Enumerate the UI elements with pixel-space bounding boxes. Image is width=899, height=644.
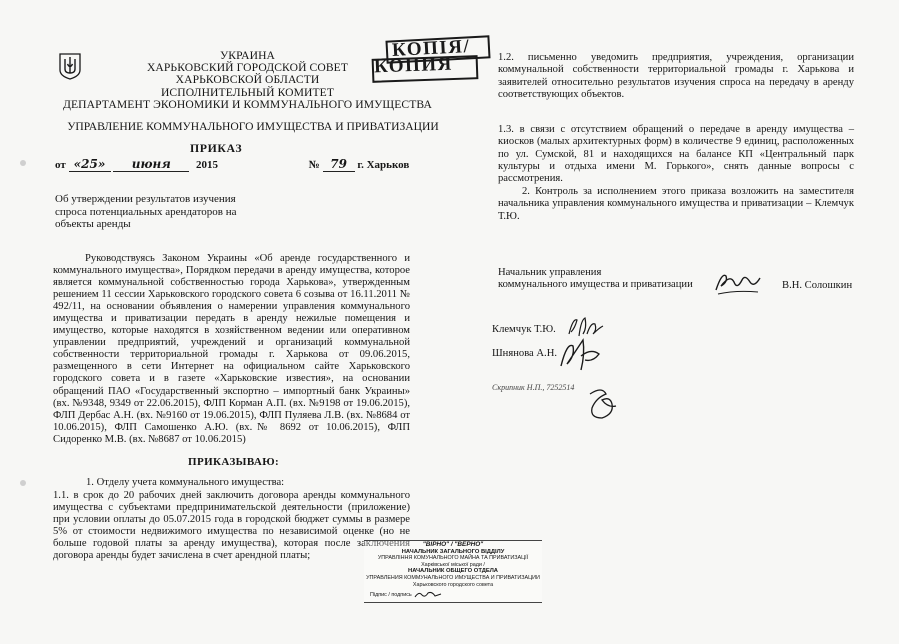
head-signature-title xyxy=(498,267,728,292)
certification-stamp xyxy=(364,540,542,603)
item-1-2: 1.2. письменно уведомить предприятия, учреждения, организации коммунальной собственности территориальной громады г. Харькова и заявителей относительно результатов изучения спроса на передачу в аренду соответствующих объектов. xyxy=(498,52,854,100)
order-number: 79 xyxy=(323,157,355,172)
executor-note: Скрипник Н.П., 7252514 xyxy=(492,383,575,392)
department-line: ДЕПАРТАМЕНТ ЭКОНОМИКИ И КОММУНАЛЬНОГО ИМУЩЕСТВА xyxy=(62,97,432,111)
item-1-3: 1.3. в связи с отсутствием обращений о передаче в аренду имущества – киосков (малых архитектурных форм) в количестве 9 единиц, расположенных по ул. Сумской, 81 и находящихся на балансе КП «Центральный парк культуры и отдыха имени М. Горького», снять данные вопросы с рассмотрения. xyxy=(498,124,854,185)
approver-2: Шнянова А.Н. xyxy=(492,348,558,359)
head-title-line1: Начальник управления xyxy=(498,267,602,278)
stamp-signature-line xyxy=(364,590,542,599)
stamp-line7: Харьковского городского совета xyxy=(412,581,494,588)
item-1-title: 1. Отделу учета коммунального имущества: xyxy=(86,477,285,488)
division-line: УПРАВЛЕНИЕ КОММУНАЛЬНОГО ИМУЩЕСТВА И ПРИВАТИЗАЦИИ xyxy=(67,120,439,133)
head-signature xyxy=(712,268,764,298)
stamp-line1: "ВІРНО" / "ВЕРНО" xyxy=(422,541,484,548)
stamp-line5: НАЧАЛЬНИК ОБЩЕГО ОТДЕЛА xyxy=(408,568,498,575)
date-day: «25» xyxy=(69,157,111,172)
copy-stamp-line2: КОПИЯ xyxy=(373,53,454,78)
stamp-line8: Підпис / подпись xyxy=(370,592,412,599)
approver-1: Клемчук Т.Ю. xyxy=(492,324,556,335)
executor-signature xyxy=(582,384,622,424)
date-month: июня xyxy=(113,157,189,172)
country-line: УКРАИНА xyxy=(219,49,276,62)
item-2 xyxy=(498,186,854,223)
city: г. Харьков xyxy=(357,159,410,171)
council-line: ХАРЬКОВСКИЙ ГОРОДСКОЙ СОВЕТ xyxy=(146,61,349,75)
item-1-1-text: 1.1. в срок до 20 рабочих дней заключить договора аренды коммунального имущества с субъектами предпринимательской деятельности (приложение) при условии оплаты до 05.07.2015 года в городской бюджет суммы в размере 5% от стоимости недвижимого имущества по независимой оценке (но не больше годовой платы за аренду имущества), которая после заключения договора аренды будет зачислена в счет арендной платы; xyxy=(53,490,410,562)
order-subject: Об утверждении результатов изучения спроса потенциальных арендаторов на объекты аренды xyxy=(55,193,237,231)
committee-line: ИСПОЛНИТЕЛЬНЫЙ КОМИТЕТ xyxy=(160,85,335,99)
date-from-label: от xyxy=(55,159,66,171)
region-line: ХАРЬКОВСКОЙ ОБЛАСТИ xyxy=(175,73,320,87)
binder-hole xyxy=(20,160,26,166)
number-label: № xyxy=(308,159,320,171)
stamp-line6: УПРАВЛЕНИЯ КОММУНАЛЬНОГО ИМУЩЕСТВА И ПРИВАТИЗАЦИИ xyxy=(366,574,540,581)
stamp-line3: УПРАВЛІННЯ КОМУНАЛЬНОГО МАЙНА ТА ПРИВАТИЗАЦІЇ xyxy=(377,555,529,562)
date-line xyxy=(55,157,410,172)
approver-2-signature xyxy=(555,336,605,376)
head-name: В.Н. Солошкин xyxy=(782,280,853,291)
preamble-text: Руководствуясь Законом Украины «Об аренде государственного и коммунального имущества», Порядком передачи в аренду имущества, которое является коммунальной собственностью города Харькова», утвержденным решением 11 сессии Харьковского городского совета 6 созыва от 16.11.2011 № 492/11, на основании объявления о намерении управления коммунального имущества и приватизации передать в аренду нежилые помещения и имущество, которые находятся в хозяйственном ведении или оперативном управлении предприятий, учреждений и организаций коммунальной собственности территориальной громады г. Харькова от 09.06.2015, размещенного в сети Интернет на официальном сайте Харьковского городского совета и в газете «Харьковские известия», на основании обращений ПАО «Государственный экспортно – импортный банк Украины» (вх. №9348, 9349 от 22.06.2015), ФЛП Корман А.П. (вх. №9198 от 19.06.2015), ФЛП Дербас А.Н. (вх. №9160 от 19.06.2015), ФЛП Пуляева Л.В. (вх. №8684 от 10.06.2015), ФЛП Самошенко А.Ю. (вх.№ 8692 от 10.06.2015), ФЛП Сидоренко М.В. (вх. №8687 от 10.06.2015) xyxy=(53,253,410,445)
preamble xyxy=(53,253,410,446)
head-title-line2: коммунального имущества и приватизации xyxy=(498,279,693,291)
item-2-text: 2. Контроль за исполнением этого приказа возложить на заместителя начальника управления коммунального имущества и приватизации – Клемчук Т.Ю. xyxy=(498,186,854,222)
stamp-line2: НАЧАЛЬНИК ЗАГАЛЬНОГО ВІДДІЛУ xyxy=(401,548,505,555)
copy-stamp-line1: КОПІЯ/ xyxy=(391,35,471,62)
item-1-1 xyxy=(53,490,410,562)
stamp-line4: Харківської міської ради / xyxy=(421,561,485,568)
stamp-signature xyxy=(413,590,443,599)
copy-stamp xyxy=(372,35,490,80)
date-year: 2015 xyxy=(196,159,219,171)
document-type: ПРИКАЗ xyxy=(190,141,243,155)
order-word: ПРИКАЗЫВАЮ: xyxy=(188,456,280,468)
binder-hole xyxy=(20,480,26,486)
